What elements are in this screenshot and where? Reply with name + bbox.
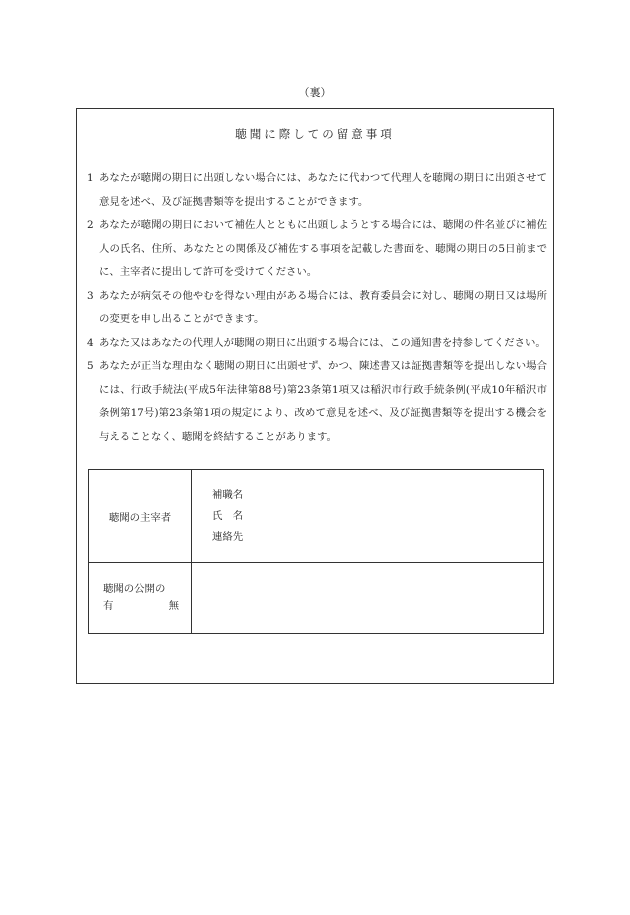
notice-title: 聴聞に際しての留意事項 [235,127,395,141]
public-label [89,563,192,634]
notice-item-number: 2 [87,219,94,231]
notice-item [87,285,547,332]
notice-frame [76,108,554,684]
public-value-cell[interactable] [192,563,544,634]
notice-item [87,355,547,449]
notice-item-number: 3 [87,289,94,302]
public-label-mu: 無 [168,600,179,612]
notice-item [87,332,547,356]
public-label-line1: 聴聞の公開の [103,583,166,595]
notice-item-text: あなたが病気その他やむを得ない理由がある場合には、教育委員会に対し、聴聞の期日又は場所の変更を申し出ることができます。 [99,289,547,325]
notice-item-text: あなた又はあなたの代理人が聴聞の期日に出頭する場合には、この通知書を持参してください。 [99,336,546,349]
page-heading: （裏） [298,86,332,99]
notice-item [87,214,547,285]
hearing-info-table [88,469,544,634]
host-row [89,470,544,563]
notice-item-text: あなたが聴聞の期日に出頭しない場合には、あなたに代わつて代理人を聴聞の期日に出頭させて意見を述べ、及び証拠書類等を提出することができます。 [99,172,547,208]
public-row [89,563,544,634]
public-label-yu: 有 [103,600,114,612]
host-label: 聴聞の主宰者 [89,470,192,563]
host-position-label: 補職名 [212,488,244,501]
host-contact-label: 連絡先 [212,530,244,543]
notice-item-number: 1 [87,172,94,184]
host-name-label: 氏 名 [212,509,244,522]
notice-item-number: 5 [87,360,94,372]
notice-item [87,167,547,214]
notice-item-text: あなたが正当な理由なく聴聞の期日に出頭せず、かつ、陳述書又は証拠書類等を提出しない場合には、行政手続法(平成5年法律第88号)第23条第1項又は稲沢市行政手続条例(平成10年稲沢市条例第17号)第23条第1項の規定により、改めて意見を述べ、及び証拠書類等を提出する機会を与えることなく、聴聞を終結することがあります。 [99,360,547,443]
notice-item-text: あなたが聴聞の期日において補佐人とともに出頭しようとする場合には、聴聞の件名並びに補佐人の氏名、住所、あなたとの関係及び補佐する事項を記載した書面を、聴聞の期日の5日前までに、主宰者に提出して許可を受けてください。 [99,219,547,278]
notice-list [87,167,547,449]
notice-item-number: 4 [87,336,94,349]
public-label-line2 [103,598,179,615]
host-fields-cell[interactable] [192,470,544,563]
